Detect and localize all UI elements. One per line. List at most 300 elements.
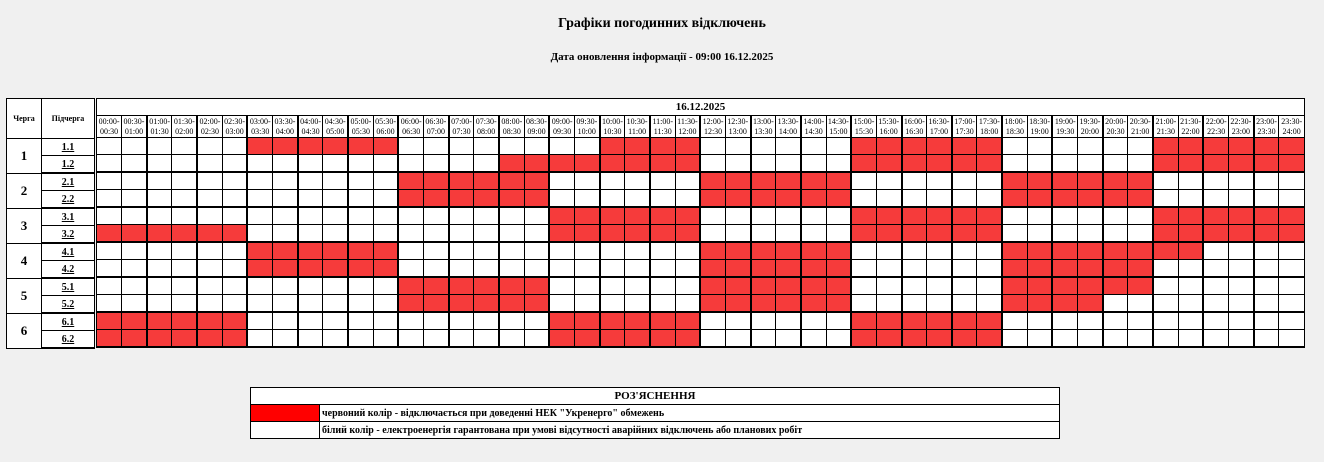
time-slot-end: 02:00 — [175, 126, 194, 136]
power-cell — [1254, 330, 1279, 348]
time-slot-header — [348, 116, 373, 138]
outage-cell — [675, 330, 700, 348]
outage-cell — [600, 155, 625, 173]
outage-cell — [1002, 242, 1027, 260]
outage-cell — [700, 172, 725, 190]
power-cell — [1103, 312, 1128, 330]
outage-cell — [147, 312, 172, 330]
outage-cell — [1178, 242, 1203, 260]
power-cell — [751, 155, 776, 173]
legend-title: РОЗ'ЯСНЕННЯ — [251, 388, 1060, 405]
time-slot-start: 21:30- — [1180, 116, 1201, 126]
outage-cell — [1103, 242, 1128, 260]
power-cell — [147, 155, 172, 173]
power-cell — [298, 155, 323, 173]
power-cell — [247, 312, 272, 330]
power-cell — [1203, 295, 1228, 313]
power-cell — [1153, 295, 1178, 313]
power-cell — [273, 277, 298, 295]
power-cell — [298, 172, 323, 190]
outage-cell — [499, 155, 524, 173]
power-cell — [1254, 172, 1279, 190]
time-slot-end: 16:30 — [905, 126, 924, 136]
outage-cell — [97, 330, 122, 348]
power-cell — [977, 190, 1002, 208]
outage-cell — [247, 138, 272, 155]
outage-cell — [1078, 242, 1103, 260]
subqueue-link[interactable]: 2.1 — [61, 176, 75, 188]
outage-cell — [1027, 242, 1052, 260]
power-cell — [373, 190, 398, 208]
power-cell — [574, 277, 599, 295]
subqueue-link[interactable]: 4.1 — [61, 246, 75, 258]
time-slot-end: 23:00 — [1231, 126, 1250, 136]
power-cell — [323, 295, 348, 313]
subqueue-cell — [42, 173, 95, 191]
time-slot-end: 07:30 — [452, 126, 471, 136]
outage-cell — [751, 260, 776, 278]
power-cell — [902, 172, 927, 190]
power-cell — [122, 138, 147, 155]
time-slot-start: 17:30- — [978, 116, 1000, 126]
power-cell — [776, 330, 801, 348]
power-cell — [298, 207, 323, 225]
power-cell — [826, 138, 851, 155]
power-cell — [977, 277, 1002, 295]
power-cell — [650, 260, 675, 278]
power-cell — [1153, 260, 1178, 278]
power-cell — [1103, 295, 1128, 313]
power-cell — [499, 312, 524, 330]
outage-cell — [1078, 190, 1103, 208]
outage-cell — [273, 242, 298, 260]
outage-cell — [600, 225, 625, 243]
outage-cell — [574, 330, 599, 348]
time-slot-start: 09:00- — [551, 116, 573, 126]
outage-cell — [424, 277, 449, 295]
power-cell — [222, 277, 247, 295]
outage-cell — [650, 207, 675, 225]
outage-cell — [1203, 155, 1228, 173]
power-cell — [1103, 207, 1128, 225]
power-cell — [549, 138, 574, 155]
time-slot-header — [1002, 116, 1027, 138]
power-cell — [650, 242, 675, 260]
schedule-row-3-2 — [97, 225, 1305, 243]
outage-cell — [1178, 155, 1203, 173]
power-cell — [222, 172, 247, 190]
time-slot-end: 18:00 — [980, 126, 999, 136]
power-cell — [474, 330, 499, 348]
outage-cell — [826, 277, 851, 295]
power-cell — [776, 138, 801, 155]
power-cell — [1178, 172, 1203, 190]
power-cell — [449, 155, 474, 173]
time-slot-end: 22:00 — [1181, 126, 1200, 136]
outage-cell — [1178, 225, 1203, 243]
power-cell — [549, 295, 574, 313]
power-cell — [373, 312, 398, 330]
queue-number: 6 — [7, 313, 42, 348]
power-cell — [524, 207, 549, 225]
power-cell — [776, 155, 801, 173]
power-cell — [97, 172, 122, 190]
subqueue-cell — [42, 226, 95, 244]
power-cell — [273, 155, 298, 173]
power-cell — [273, 330, 298, 348]
power-cell — [776, 207, 801, 225]
outage-cell — [1103, 172, 1128, 190]
power-cell — [1203, 242, 1228, 260]
power-cell — [147, 172, 172, 190]
power-cell — [650, 172, 675, 190]
outage-cell — [122, 312, 147, 330]
power-cell — [625, 260, 650, 278]
subqueue-cell — [42, 331, 95, 349]
outage-cell — [751, 242, 776, 260]
outage-cell — [725, 260, 750, 278]
power-cell — [222, 155, 247, 173]
power-cell — [1153, 172, 1178, 190]
outage-cell — [424, 172, 449, 190]
power-cell — [273, 172, 298, 190]
time-slot-end: 12:00 — [678, 126, 697, 136]
subqueue-link[interactable]: 2.2 — [61, 193, 75, 205]
outage-cell — [876, 207, 901, 225]
power-cell — [1279, 242, 1305, 260]
power-cell — [801, 207, 826, 225]
power-cell — [1027, 138, 1052, 155]
outage-cell — [600, 138, 625, 155]
outage-cell — [1229, 155, 1254, 173]
outage-cell — [449, 277, 474, 295]
outage-cell — [675, 138, 700, 155]
subqueue-link[interactable]: 4.2 — [61, 263, 75, 275]
power-cell — [1002, 225, 1027, 243]
power-cell — [247, 172, 272, 190]
time-slot-start: 00:00- — [98, 116, 120, 126]
time-slot-start: 22:00- — [1205, 116, 1227, 126]
outage-cell — [574, 155, 599, 173]
power-cell — [1002, 207, 1027, 225]
time-slot-header — [1078, 116, 1103, 138]
outage-cell — [1052, 277, 1077, 295]
time-slot-end: 03:30 — [251, 126, 270, 136]
outage-cell — [1027, 172, 1052, 190]
power-cell — [474, 207, 499, 225]
outage-cell — [298, 260, 323, 278]
power-cell — [197, 190, 222, 208]
power-cell — [1027, 155, 1052, 173]
power-cell — [927, 277, 952, 295]
power-cell — [172, 277, 197, 295]
outage-cell — [1027, 260, 1052, 278]
power-cell — [751, 330, 776, 348]
power-cell — [147, 242, 172, 260]
power-cell — [273, 190, 298, 208]
time-slot-header — [222, 116, 247, 138]
outage-cell — [524, 295, 549, 313]
power-cell — [1153, 312, 1178, 330]
outage-cell — [927, 225, 952, 243]
subqueue-link[interactable]: 6.1 — [61, 316, 75, 328]
outage-cell — [1002, 172, 1027, 190]
power-cell — [122, 277, 147, 295]
time-slot-end: 17:30 — [955, 126, 974, 136]
power-cell — [600, 295, 625, 313]
power-cell — [97, 277, 122, 295]
time-slot-start: 17:00- — [954, 116, 976, 126]
outage-cell — [549, 225, 574, 243]
time-slot-end: 13:00 — [728, 126, 747, 136]
subqueue-link[interactable]: 3.2 — [61, 228, 75, 240]
power-cell — [1254, 277, 1279, 295]
subqueue-link[interactable]: 5.1 — [61, 281, 75, 293]
time-slot-end: 06:30 — [402, 126, 421, 136]
power-cell — [600, 277, 625, 295]
outage-cell — [1229, 207, 1254, 225]
schedule-row-3-1 — [97, 207, 1305, 225]
schedule-row-6-1 — [97, 312, 1305, 330]
power-cell — [273, 225, 298, 243]
time-slot-end: 22:30 — [1207, 126, 1226, 136]
power-cell — [373, 172, 398, 190]
outage-cell — [424, 190, 449, 208]
power-cell — [1103, 225, 1128, 243]
power-cell — [1203, 172, 1228, 190]
power-cell — [122, 172, 147, 190]
power-cell — [1279, 190, 1305, 208]
power-cell — [222, 138, 247, 155]
outage-cell — [373, 242, 398, 260]
power-cell — [222, 242, 247, 260]
time-slot-start: 04:00- — [300, 116, 322, 126]
power-cell — [1128, 138, 1153, 155]
power-cell — [1203, 277, 1228, 295]
time-slot-start: 01:30- — [173, 116, 195, 126]
power-cell — [650, 295, 675, 313]
power-cell — [1002, 155, 1027, 173]
time-slot-end: 06:00 — [376, 126, 395, 136]
outage-cell — [675, 207, 700, 225]
time-slot-header — [1203, 116, 1228, 138]
outage-cell — [373, 138, 398, 155]
outage-cell — [549, 155, 574, 173]
outage-cell — [1153, 242, 1178, 260]
power-cell — [826, 312, 851, 330]
outage-cell — [1128, 172, 1153, 190]
outage-cell — [524, 172, 549, 190]
queue-number: 4 — [7, 243, 42, 278]
power-cell — [524, 138, 549, 155]
power-cell — [725, 155, 750, 173]
time-slot-header — [927, 116, 952, 138]
power-cell — [398, 207, 423, 225]
outage-cell — [247, 242, 272, 260]
power-cell — [650, 277, 675, 295]
subqueue-cell — [42, 296, 95, 314]
power-cell — [524, 225, 549, 243]
outage-cell — [1078, 172, 1103, 190]
subqueue-link[interactable]: 1.2 — [61, 158, 75, 170]
page-title: Графіки погодинних відключень — [558, 16, 766, 31]
power-cell — [273, 312, 298, 330]
power-cell — [675, 295, 700, 313]
outage-cell — [1078, 295, 1103, 313]
power-cell — [348, 207, 373, 225]
time-slot-start: 13:30- — [777, 116, 799, 126]
power-cell — [927, 190, 952, 208]
schedule-row-1-1 — [97, 138, 1305, 155]
power-cell — [876, 277, 901, 295]
power-cell — [1254, 190, 1279, 208]
outage-cell — [1052, 260, 1077, 278]
time-slot-header — [1103, 116, 1128, 138]
time-slot-header — [1128, 116, 1153, 138]
time-slot-end: 13:30 — [754, 126, 773, 136]
power-cell — [549, 190, 574, 208]
outage-cell — [222, 225, 247, 243]
power-cell — [675, 190, 700, 208]
power-cell — [1178, 277, 1203, 295]
time-slot-start: 16:30- — [928, 116, 950, 126]
outage-cell — [952, 155, 977, 173]
subqueue-cell — [42, 243, 95, 261]
power-cell — [725, 225, 750, 243]
power-cell — [97, 190, 122, 208]
subqueue-link[interactable]: 3.1 — [61, 211, 75, 223]
power-cell — [851, 277, 876, 295]
power-cell — [851, 242, 876, 260]
power-cell — [298, 330, 323, 348]
outage-cell — [826, 242, 851, 260]
outage-cell — [499, 277, 524, 295]
power-cell — [902, 260, 927, 278]
power-cell — [1078, 155, 1103, 173]
schedule-date: 16.12.2025 — [97, 99, 1305, 116]
outage-cell — [474, 172, 499, 190]
power-cell — [801, 330, 826, 348]
outage-cell — [1153, 138, 1178, 155]
power-cell — [1229, 172, 1254, 190]
power-cell — [474, 225, 499, 243]
outage-cell — [801, 260, 826, 278]
time-slot-header — [449, 116, 474, 138]
outage-cell — [273, 260, 298, 278]
time-slot-end: 09:00 — [527, 126, 546, 136]
power-cell — [1078, 138, 1103, 155]
time-slot-start: 05:00- — [350, 116, 372, 126]
power-cell — [323, 207, 348, 225]
outage-cell — [172, 312, 197, 330]
power-cell — [197, 138, 222, 155]
time-slot-end: 21:30 — [1156, 126, 1175, 136]
power-cell — [1078, 312, 1103, 330]
subqueue-cell — [42, 313, 95, 331]
subqueue-link[interactable]: 1.1 — [61, 141, 75, 153]
power-cell — [625, 242, 650, 260]
power-cell — [122, 190, 147, 208]
power-cell — [424, 225, 449, 243]
outage-cell — [1002, 260, 1027, 278]
outage-cell — [1153, 207, 1178, 225]
outage-cell — [851, 155, 876, 173]
time-slot-end: 23:30 — [1257, 126, 1276, 136]
outage-cell — [625, 330, 650, 348]
power-cell — [298, 295, 323, 313]
outage-cell — [600, 330, 625, 348]
power-cell — [1254, 242, 1279, 260]
power-cell — [197, 172, 222, 190]
outage-cell — [952, 138, 977, 155]
time-slot-start: 02:30- — [224, 116, 246, 126]
subqueue-link[interactable]: 5.2 — [61, 298, 75, 310]
power-cell — [1027, 207, 1052, 225]
outage-cell — [197, 225, 222, 243]
time-slot-end: 17:00 — [929, 126, 949, 136]
time-slot-header — [700, 116, 725, 138]
power-cell — [927, 260, 952, 278]
power-cell — [751, 312, 776, 330]
power-cell — [876, 172, 901, 190]
outage-cell — [1153, 155, 1178, 173]
outage-cell — [952, 225, 977, 243]
power-cell — [247, 295, 272, 313]
subqueue-link[interactable]: 6.2 — [61, 333, 75, 345]
power-cell — [725, 312, 750, 330]
outage-cell — [97, 225, 122, 243]
outage-cell — [172, 225, 197, 243]
power-cell — [851, 190, 876, 208]
outage-cell — [549, 312, 574, 330]
outage-cell — [524, 155, 549, 173]
time-slot-header — [549, 116, 574, 138]
outage-cell — [323, 260, 348, 278]
power-cell — [247, 155, 272, 173]
subqueue-cell — [42, 156, 95, 174]
outage-cell — [876, 330, 901, 348]
power-cell — [851, 295, 876, 313]
outage-cell — [1279, 155, 1305, 173]
time-slot-end: 14:00 — [778, 126, 798, 136]
power-cell — [398, 225, 423, 243]
power-cell — [449, 225, 474, 243]
outage-cell — [650, 312, 675, 330]
time-slot-start: 15:30- — [878, 116, 900, 126]
time-slot-header — [801, 116, 826, 138]
power-cell — [323, 225, 348, 243]
power-cell — [449, 260, 474, 278]
time-slot-end: 20:30 — [1106, 126, 1125, 136]
power-cell — [549, 172, 574, 190]
outage-cell — [625, 138, 650, 155]
time-slot-header — [625, 116, 650, 138]
outage-cell — [499, 172, 524, 190]
time-slot-start: 18:00- — [1004, 116, 1026, 126]
time-slot-header — [122, 116, 147, 138]
time-slot-header — [574, 116, 599, 138]
outage-cell — [675, 225, 700, 243]
time-slot-start: 23:30- — [1281, 116, 1303, 126]
outage-cell — [952, 207, 977, 225]
power-cell — [1229, 260, 1254, 278]
time-slot-start: 00:30- — [123, 116, 145, 126]
subqueue-cell — [42, 261, 95, 279]
power-cell — [273, 295, 298, 313]
outage-cell — [876, 312, 901, 330]
power-cell — [826, 330, 851, 348]
power-cell — [474, 312, 499, 330]
